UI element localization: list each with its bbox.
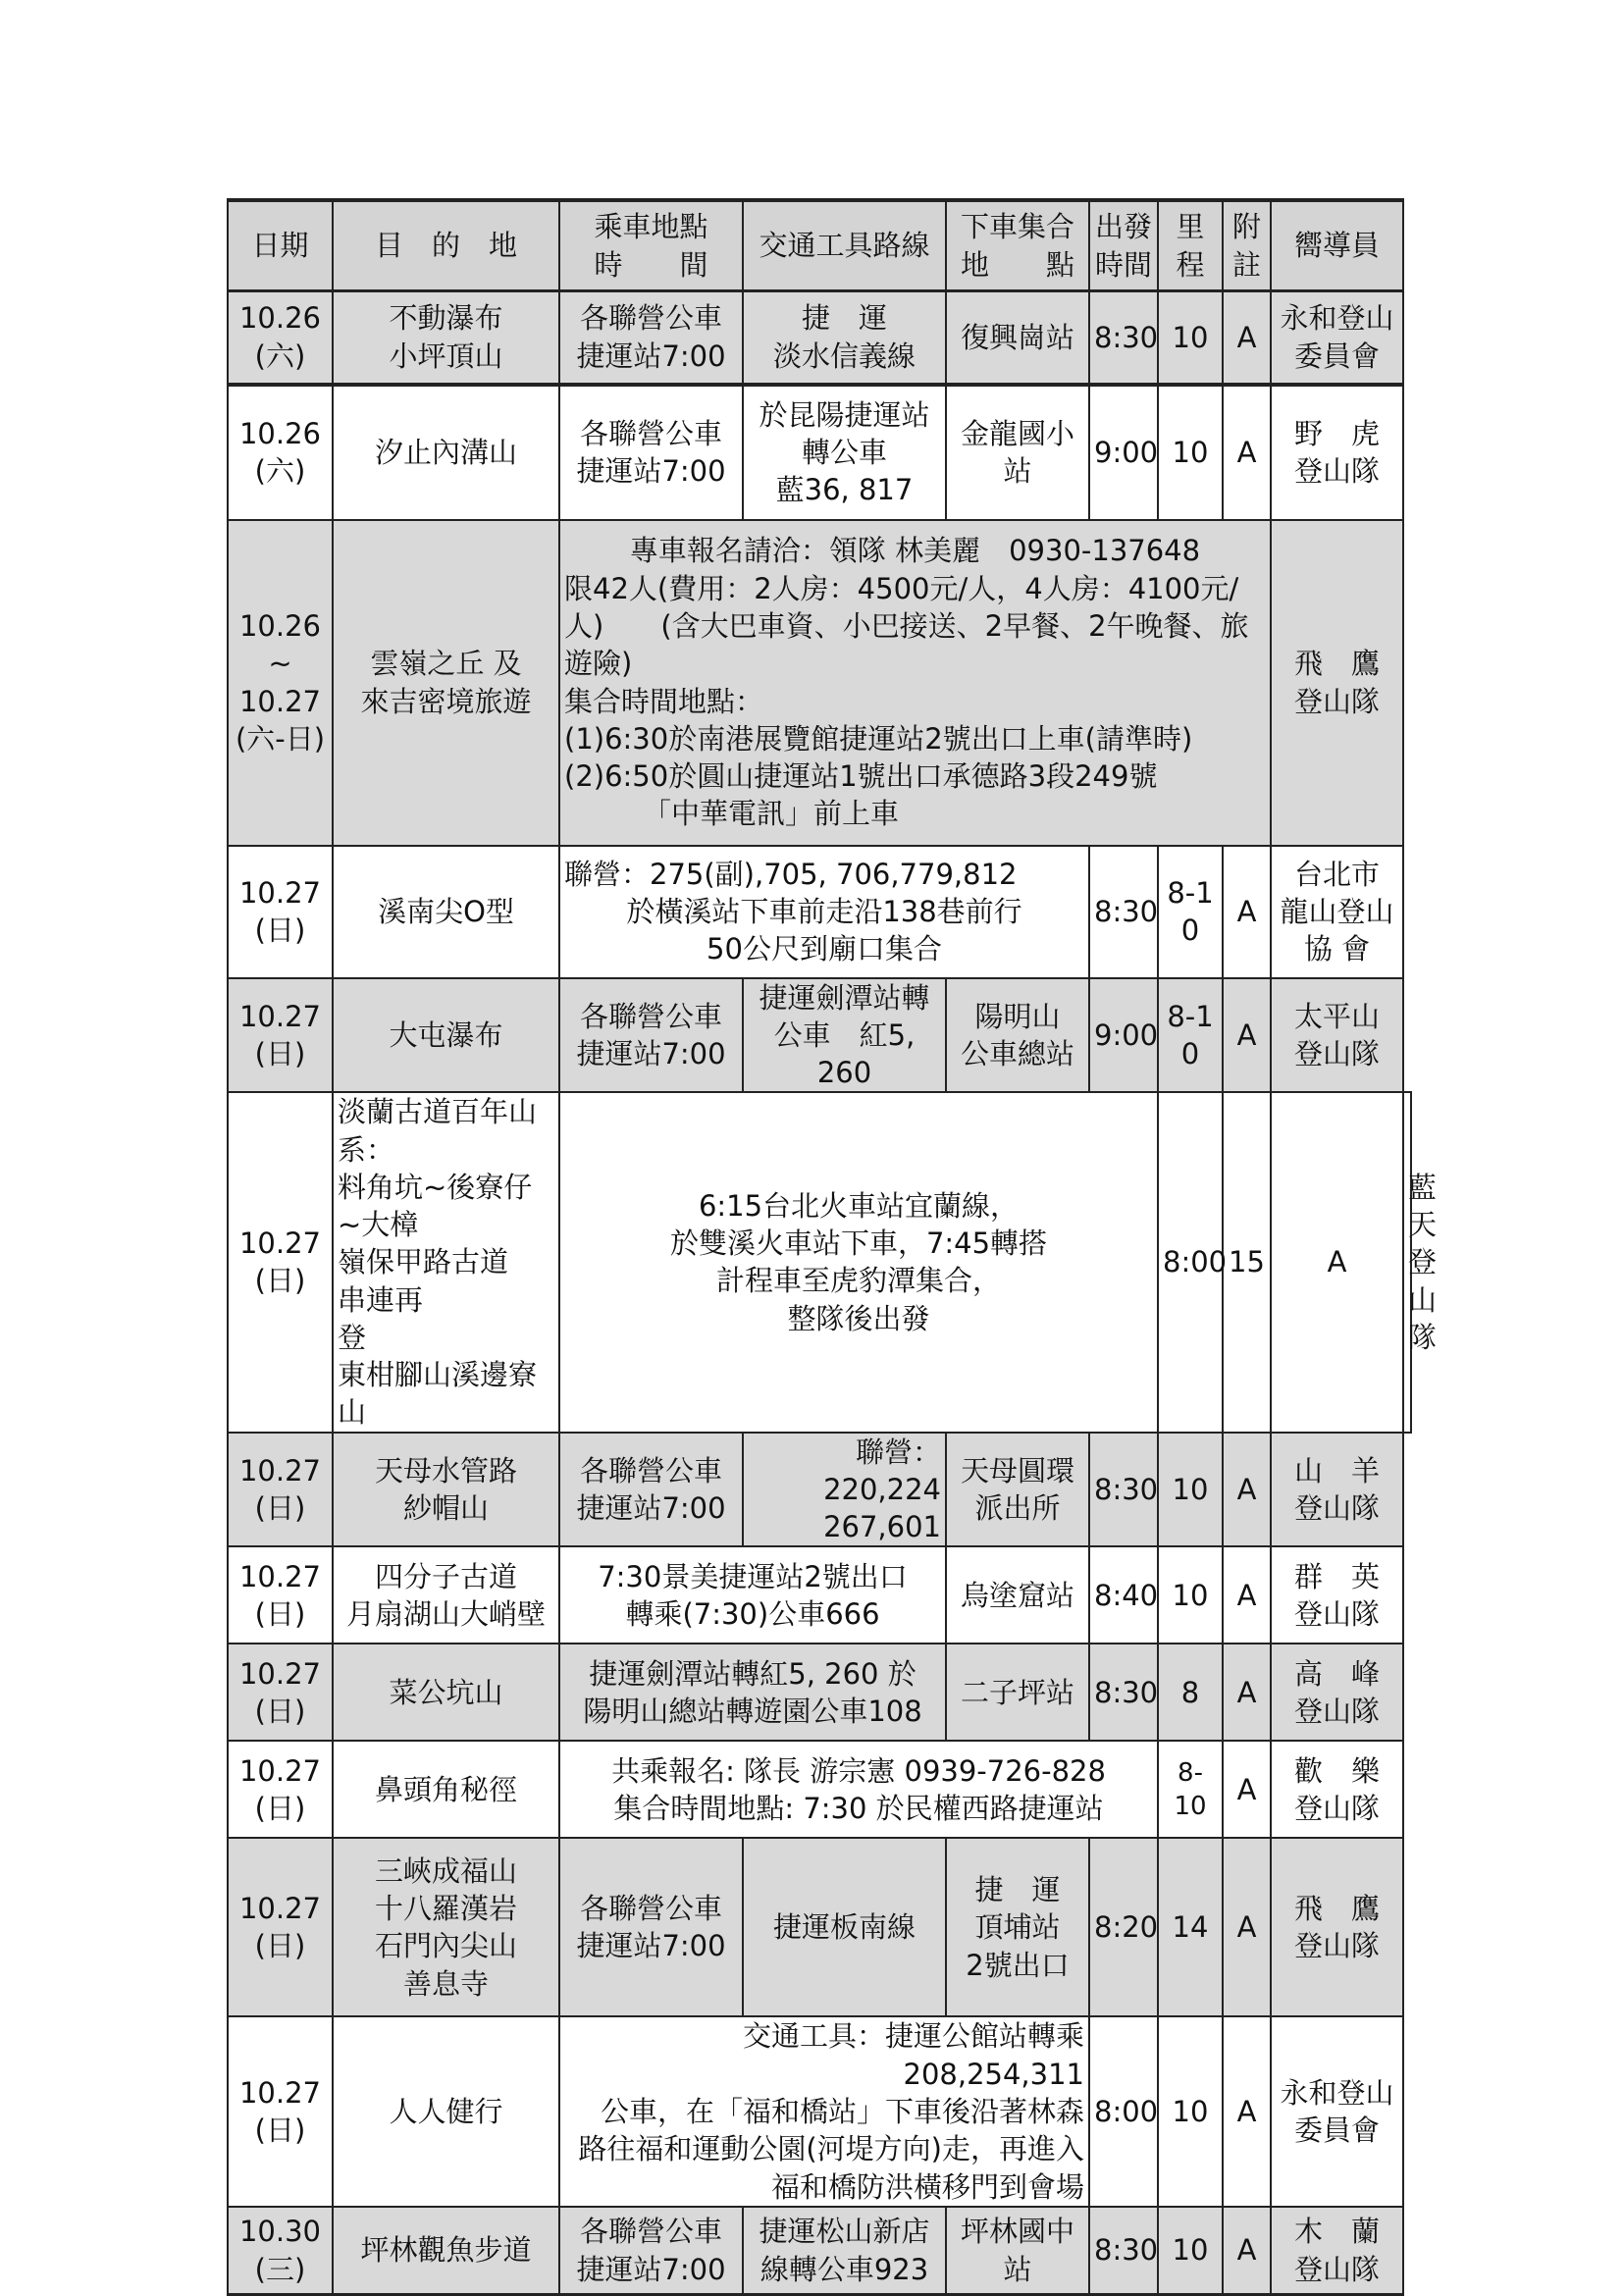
header-boarding: 乘車地點 時 間	[559, 200, 743, 291]
cell-date: 10.27 (日)	[228, 1433, 333, 1547]
cell-date: 10.27 (日)	[228, 978, 333, 1093]
cell-transport: 6:15台北火車站宜蘭線， 於雙溪火車站下車，7:45轉搭 計程車至虎豹潭集合， 整隊後出發	[559, 1092, 1158, 1432]
header-row	[228, 200, 1411, 291]
cell-boarding: 各聯營公車 捷運站7:00	[559, 1433, 743, 1547]
cell-guide: 太平山 登山隊	[1271, 978, 1403, 1093]
cell-date: 10.27 (日)	[228, 846, 333, 978]
cell-route: 捷運劍潭站轉 公車 紅5, 260	[743, 978, 946, 1093]
cell-boarding: 各聯營公車 捷運站7:00	[559, 1838, 743, 2016]
cell-alight: 金龍國小 站	[946, 385, 1089, 520]
cell-destination: 四分子古道 月扇湖山大峭壁	[333, 1546, 559, 1644]
table-row	[228, 1433, 1411, 1547]
cell-note: A	[1223, 978, 1271, 1093]
cell-guide: 飛 鷹 登山隊	[1271, 1838, 1403, 2016]
cell-transport-info: 交通工具：捷運公館站轉乘208,254,311 公車，在「福和橋站」下車後沿著林森 路往福和運動公園(河堤方向)走，再進入 福和橋防洪橫移門到會場	[559, 2016, 1089, 2206]
table-row	[228, 520, 1411, 846]
cell-destination: 大屯瀑布	[333, 978, 559, 1093]
cell-note: A	[1271, 1092, 1403, 1432]
cell-destination: 三峽成福山 十八羅漢岩 石門內尖山 善息寺	[333, 1838, 559, 2016]
cell-date: 10.27 (日)	[228, 1546, 333, 1644]
cell-note: A	[1223, 1838, 1271, 2016]
transport-directions: 於橫溪站下車前走沿138巷前行 50公尺到廟口集合	[626, 894, 1022, 966]
cell-date: 10.27 (日)	[228, 1092, 333, 1432]
notice-signup: 專車報名請洽：領隊 林美麗 0930-137648	[629, 534, 1201, 568]
cell-alight: 復興崗站	[946, 291, 1089, 385]
cell-mileage: 10	[1158, 291, 1223, 385]
cell-destination: 雲嶺之丘 及 來吉密境旅遊	[333, 520, 559, 846]
cell-date: 10.27 (日)	[228, 1741, 333, 1838]
header-date: 日期	[228, 200, 333, 291]
cell-note: A	[1223, 1741, 1271, 1838]
cell-destination: 淡蘭古道百年山系： 料角坑~後寮仔~大樟 嶺保甲路古道 串連再 登 東柑腳山溪邊寮山	[333, 1092, 559, 1432]
cell-tour-notice	[559, 520, 1271, 846]
cell-destination: 人人健行	[333, 2016, 559, 2206]
cell-boarding: 各聯營公車 捷運站7:00	[559, 385, 743, 520]
cell-depart-time: 9:00	[1089, 385, 1158, 520]
cell-depart-time: 8:30	[1089, 2207, 1158, 2295]
cell-destination: 鼻頭角秘徑	[333, 1741, 559, 1838]
cell-destination: 坪林觀魚步道	[333, 2207, 559, 2295]
cell-mileage: 8-10	[1158, 1741, 1223, 1838]
cell-depart-time: 8:40	[1089, 1546, 1158, 1644]
notice-meeting-1: (1)6:30於南港展覽館捷運站2號出口上車(請準時)	[564, 721, 1193, 756]
cell-depart-time: 8:00	[1089, 2016, 1158, 2206]
cell-note: A	[1223, 2016, 1271, 2206]
cell-guide: 群 英 登山隊	[1271, 1546, 1403, 1644]
cell-alight: 陽明山 公車總站	[946, 978, 1089, 1093]
cell-destination: 不動瀑布 小坪頂山	[333, 291, 559, 385]
table-row	[228, 291, 1411, 385]
table-row	[228, 2207, 1411, 2295]
cell-boarding: 各聯營公車 捷運站7:00	[559, 291, 743, 385]
cell-carpool-info: 共乘報名: 隊長 游宗憲 0939-726-828 集合時間地點: 7:30 於民權西路捷運站	[559, 1741, 1158, 1838]
notice-meeting-2: (2)6:50於圓山捷運站1號出口承德路3段249號	[564, 759, 1158, 794]
cell-mileage: 8-1 0	[1158, 978, 1223, 1093]
cell-route: 捷運松山新店 線轉公車923	[743, 2207, 946, 2295]
cell-guide: 台北市 龍山登山 協 會	[1271, 846, 1403, 978]
table-row	[228, 1092, 1411, 1432]
cell-date: 10.27 (日)	[228, 2016, 333, 2206]
cell-depart-time: 9:00	[1089, 978, 1158, 1093]
cell-destination: 溪南尖O型	[333, 846, 559, 978]
cell-alight: 二子坪站	[946, 1644, 1089, 1741]
cell-note: A	[1223, 1644, 1271, 1741]
notice-fee: 限42人(費用：2人房：4500元/人，4人房：4100元/人) (含大巴車資、小巴接送、2早餐、2午晚餐、旅遊險)	[564, 571, 1249, 681]
cell-alight: 天母圓環 派出所	[946, 1433, 1089, 1547]
header-depart-time: 出發 時間	[1089, 200, 1158, 291]
table-row	[228, 1838, 1411, 2016]
cell-date: 10.26 (六)	[228, 385, 333, 520]
cell-guide: 永和登山 委員會	[1271, 291, 1403, 385]
cell-route: 聯營：220,224 267,601	[743, 1433, 946, 1547]
cell-mileage: 10	[1158, 2016, 1223, 2206]
transport-bus-lines: 聯營：275(副),705, 706,779,812	[564, 857, 1018, 891]
header-route: 交通工具路線	[743, 200, 946, 291]
cell-mileage: 8-1 0	[1158, 846, 1223, 978]
cell-note: A	[1223, 1546, 1271, 1644]
cell-route: 捷 運 淡水信義線	[743, 291, 946, 385]
cell-guide: 野 虎 登山隊	[1271, 385, 1403, 520]
cell-guide: 飛 鷹 登山隊	[1271, 520, 1403, 846]
cell-boarding: 各聯營公車 捷運站7:00	[559, 2207, 743, 2295]
cell-mileage: 8	[1158, 1644, 1223, 1741]
cell-boarding: 各聯營公車 捷運站7:00	[559, 978, 743, 1093]
cell-alight: 捷 運 頂埔站 2號出口	[946, 1838, 1089, 2016]
cell-depart-time: 8:30	[1089, 291, 1158, 385]
cell-date: 10.30 (三)	[228, 2207, 333, 2295]
table-row	[228, 1546, 1411, 1644]
notice-meeting-3: 「中華電訊」前上車	[643, 797, 900, 831]
cell-guide: 木 蘭 登山隊	[1271, 2207, 1403, 2295]
notice-meeting-heading: 集合時間地點：	[564, 684, 764, 718]
header-note: 附 註	[1223, 200, 1271, 291]
cell-boarding-route: 7:30景美捷運站2號出口 轉乘(7:30)公車666	[559, 1546, 946, 1644]
cell-route: 捷運板南線	[743, 1838, 946, 2016]
cell-guide: 永和登山 委員會	[1271, 2016, 1403, 2206]
table-row	[228, 2016, 1411, 2206]
table-row	[228, 1644, 1411, 1741]
cell-depart-time: 8:20	[1089, 1838, 1158, 2016]
cell-date: 10.27 (日)	[228, 1838, 333, 2016]
header-guide: 嚮導員	[1271, 200, 1403, 291]
header-mileage: 里 程	[1158, 200, 1223, 291]
cell-note: A	[1223, 291, 1271, 385]
hiking-schedule-table	[227, 198, 1438, 2296]
cell-boarding-route: 捷運劍潭站轉紅5, 260 於 陽明山總站轉遊園公車108	[559, 1644, 946, 1741]
cell-depart-time: 8:30	[1089, 1644, 1158, 1741]
cell-guide: 藍 天 登山隊	[1403, 1092, 1411, 1432]
cell-destination: 菜公坑山	[333, 1644, 559, 1741]
cell-depart-time: 8:30	[1089, 846, 1158, 978]
table-row	[228, 846, 1411, 978]
cell-mileage: 10	[1158, 2207, 1223, 2295]
header-alight: 下車集合 地 點	[946, 200, 1089, 291]
cell-note: A	[1223, 1433, 1271, 1547]
cell-note: A	[1223, 385, 1271, 520]
cell-guide: 高 峰 登山隊	[1271, 1644, 1403, 1741]
cell-route: 於昆陽捷運站 轉公車 藍36, 817	[743, 385, 946, 520]
cell-mileage: 10	[1158, 1546, 1223, 1644]
cell-destination: 天母水管路 紗帽山	[333, 1433, 559, 1547]
cell-note: A	[1223, 846, 1271, 978]
cell-mileage: 10	[1158, 385, 1223, 520]
cell-alight: 烏塗窟站	[946, 1546, 1089, 1644]
cell-date: 10.26 (六)	[228, 291, 333, 385]
table-row	[228, 385, 1411, 520]
cell-mileage: 14	[1158, 1838, 1223, 2016]
table-row	[228, 978, 1411, 1093]
cell-mileage: 10	[1158, 1433, 1223, 1547]
cell-mileage: 15	[1223, 1092, 1271, 1432]
cell-alight: 坪林國中 站	[946, 2207, 1089, 2295]
cell-date: 10.26 ~ 10.27 (六-日)	[228, 520, 333, 846]
cell-guide: 歡 樂 登山隊	[1271, 1741, 1403, 1838]
cell-destination: 汐止內溝山	[333, 385, 559, 520]
header-destination: 目 的 地	[333, 200, 559, 291]
cell-guide: 山 羊 登山隊	[1271, 1433, 1403, 1547]
cell-date: 10.27 (日)	[228, 1644, 333, 1741]
table-row	[228, 1741, 1411, 1838]
cell-depart-time: 8:00	[1158, 1092, 1223, 1432]
cell-transport	[559, 846, 1089, 978]
cell-note: A	[1223, 2207, 1271, 2295]
cell-depart-time: 8:30	[1089, 1433, 1158, 1547]
